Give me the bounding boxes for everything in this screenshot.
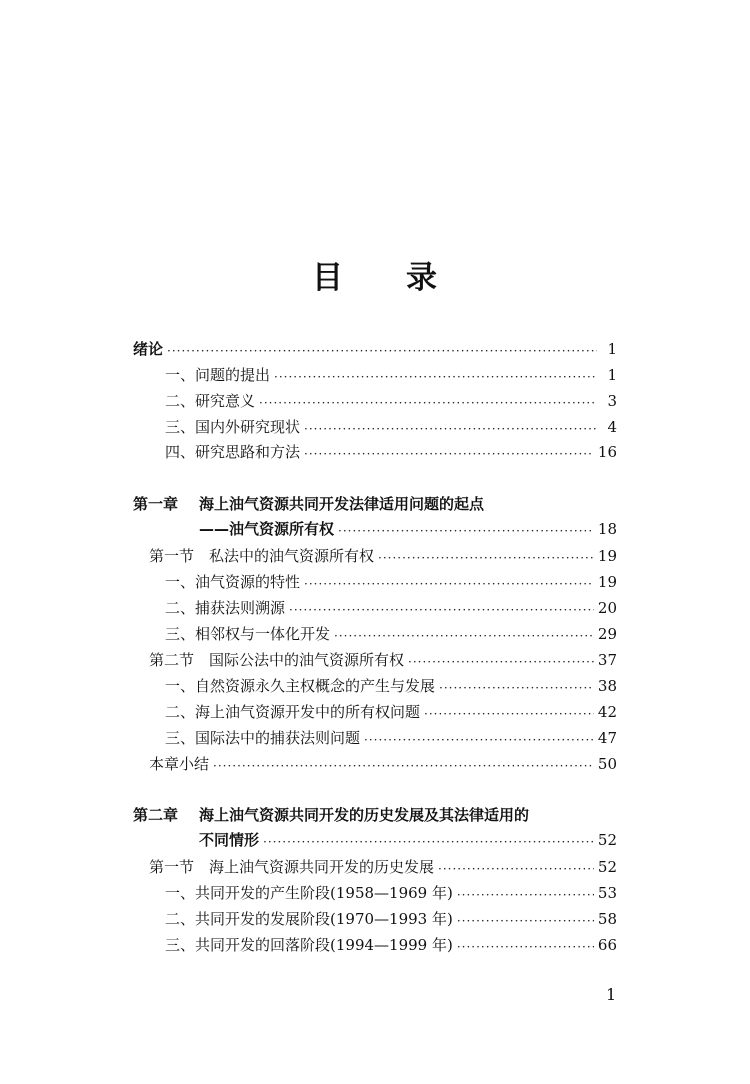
toc-page-number: 38 (597, 677, 617, 695)
toc-entry-section[interactable] (149, 856, 617, 878)
toc-page-number: 1 (607, 340, 617, 358)
section-number: 第一节 (149, 547, 195, 565)
toc-page-number: 3 (607, 392, 617, 410)
toc-entry[interactable] (165, 364, 617, 386)
section-number: 第二节 (149, 651, 195, 669)
toc-entry[interactable] (165, 571, 617, 593)
toc-entry[interactable] (165, 390, 617, 412)
toc-entry-label: 一、共同开发的产生阶段(1958—1969 年) (165, 884, 453, 902)
toc-page-number: 66 (597, 936, 617, 954)
toc-entry-label: 二、共同开发的发展阶段(1970—1993 年) (165, 910, 453, 928)
toc-entry[interactable] (165, 416, 617, 438)
dot-leader (457, 886, 594, 904)
dot-leader (289, 601, 594, 619)
dot-leader (438, 860, 594, 878)
toc-page-number: 58 (597, 910, 617, 928)
toc-entry-section[interactable] (149, 545, 617, 567)
toc-entry-label: 二、海上油气资源开发中的所有权问题 (165, 703, 421, 721)
toc-entry[interactable] (165, 675, 617, 697)
toc-entry-section[interactable] (149, 649, 617, 671)
chapter-number: 第一章 (133, 495, 179, 513)
dot-leader (304, 420, 597, 438)
toc-page-number: 20 (597, 599, 617, 617)
dot-leader (167, 342, 597, 360)
toc-entry-chapter-summary[interactable] (149, 753, 617, 775)
dot-leader (439, 679, 594, 697)
toc-page-number: 52 (597, 831, 617, 849)
dot-leader (304, 445, 594, 463)
toc-entry-label: 一、问题的提出 (165, 366, 271, 384)
chapter-title-continued: ——油气资源所有权 (199, 520, 335, 538)
toc-entry[interactable] (165, 441, 617, 463)
toc-page-number: 29 (597, 625, 617, 643)
dot-leader (424, 705, 594, 723)
section-number: 第一节 (149, 858, 195, 876)
page-folio-number: 1 (606, 985, 617, 1004)
toc-page-number: 37 (597, 651, 617, 669)
toc-page-number: 53 (597, 884, 617, 902)
toc-page-number: 18 (597, 520, 617, 538)
toc-page-number: 4 (607, 418, 617, 436)
toc-entry-label: 绪论 (133, 340, 164, 358)
dot-leader (364, 731, 594, 749)
dot-leader (274, 368, 597, 386)
toc-entry[interactable] (165, 882, 617, 904)
toc-entry-label: 三、国际法中的捕获法则问题 (165, 729, 361, 747)
chapter-title: 海上油气资源共同开发法律适用问题的起点 (199, 495, 485, 513)
dot-leader (334, 627, 594, 645)
toc-page-number: 50 (597, 755, 617, 773)
chapter-title: 海上油气资源共同开发的历史发展及其法律适用的 (199, 806, 530, 824)
toc-entry[interactable] (165, 623, 617, 645)
chapter-1-heading[interactable] (133, 493, 484, 515)
toc-entry[interactable] (165, 727, 617, 749)
dot-leader (213, 757, 594, 775)
toc-page-number: 19 (597, 573, 617, 591)
chapter-number: 第二章 (133, 806, 179, 824)
page-title (0, 252, 750, 297)
toc-entry-label: 二、研究意义 (165, 392, 256, 410)
toc-page-number: 47 (597, 729, 617, 747)
dot-leader (457, 912, 594, 930)
dot-leader (457, 938, 594, 956)
toc-entry-label: 三、国内外研究现状 (165, 418, 301, 436)
toc-page-number: 16 (597, 443, 617, 461)
toc-entry[interactable] (165, 934, 617, 956)
toc-page-number: 19 (597, 547, 617, 565)
toc-entry-label: 一、油气资源的特性 (165, 573, 301, 591)
toc-entry-chapter-1[interactable] (199, 518, 617, 540)
toc-entry[interactable] (165, 701, 617, 723)
dot-leader (263, 833, 594, 851)
dot-leader (259, 394, 597, 412)
toc-entry-label: 三、共同开发的回落阶段(1994—1999 年) (165, 936, 453, 954)
toc-page-number: 42 (597, 703, 617, 721)
toc-entry-label: 一、自然资源永久主权概念的产生与发展 (165, 677, 436, 695)
toc-page-number: 1 (607, 366, 617, 384)
toc-entry-chapter-2[interactable] (199, 829, 617, 851)
toc-entry[interactable] (165, 597, 617, 619)
chapter-2-heading[interactable] (133, 804, 529, 826)
dot-leader (408, 653, 594, 671)
section-title: 海上油气资源共同开发的历史发展 (209, 858, 435, 876)
toc-entry-intro[interactable] (133, 338, 617, 360)
dot-leader (378, 549, 594, 567)
section-title: 私法中的油气资源所有权 (209, 547, 375, 565)
toc-entry-label: 三、相邻权与一体化开发 (165, 625, 331, 643)
chapter-title-continued: 不同情形 (199, 831, 260, 849)
dot-leader (304, 575, 594, 593)
toc-entry[interactable] (165, 908, 617, 930)
toc-entry-label: 本章小结 (149, 755, 210, 773)
dot-leader (338, 522, 594, 540)
title-char-right: 录 (406, 260, 438, 296)
section-title: 国际公法中的油气资源所有权 (209, 651, 405, 669)
toc-page-number: 52 (597, 858, 617, 876)
toc-entry-label: 四、研究思路和方法 (165, 443, 301, 461)
toc-entry-label: 二、捕获法则溯源 (165, 599, 286, 617)
title-char-left: 目 (312, 260, 344, 296)
